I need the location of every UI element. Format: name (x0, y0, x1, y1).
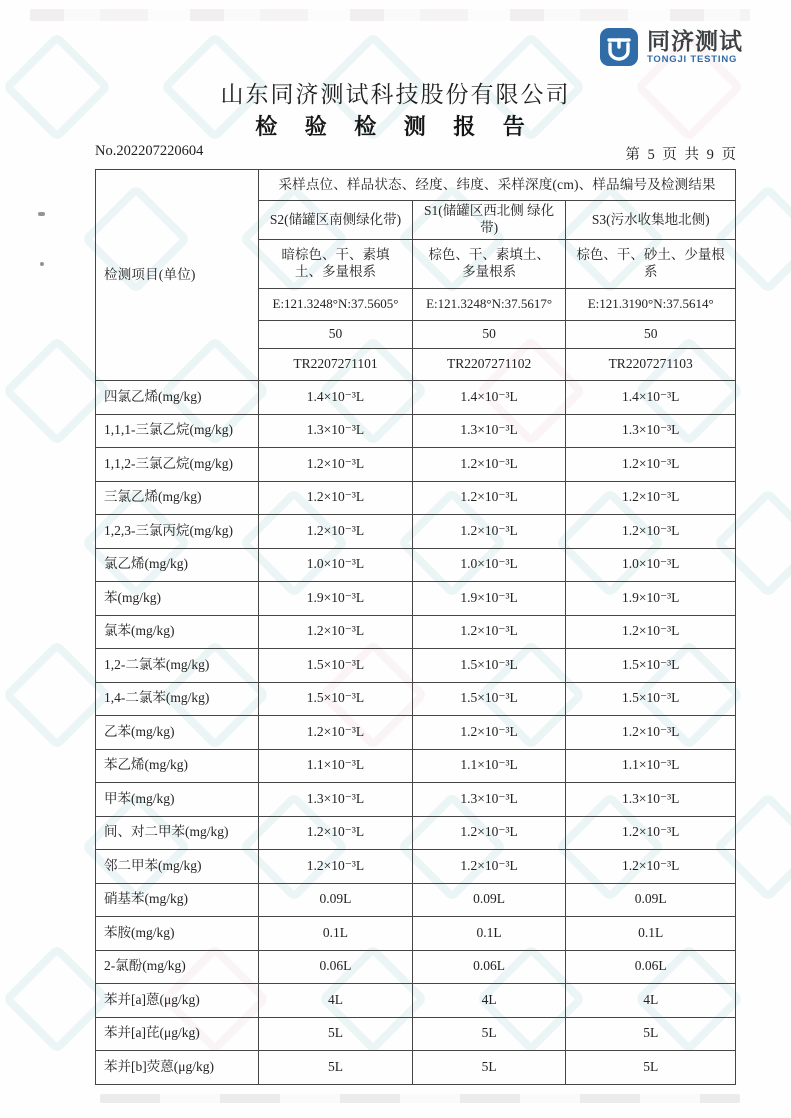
result-value: 1.2×10⁻³L (259, 615, 413, 649)
result-value: 4L (566, 984, 736, 1018)
analyte-label: 乙苯(mg/kg) (96, 716, 259, 750)
table-row (96, 883, 736, 917)
result-value: 1.2×10⁻³L (259, 716, 413, 750)
results-table (95, 169, 736, 1085)
result-value: 1.2×10⁻³L (566, 816, 736, 850)
analyte-label: 苯并[a]蒽(μg/kg) (96, 984, 259, 1018)
table-row (96, 850, 736, 884)
result-value: 1.2×10⁻³L (259, 481, 413, 515)
sample-id: TR2207271103 (566, 349, 736, 381)
site-s3: S3(污水收集地北侧) (566, 201, 736, 240)
result-value: 1.5×10⁻³L (566, 682, 736, 716)
result-value: 0.1L (259, 917, 413, 951)
table-row (96, 984, 736, 1018)
analyte-label: 苯并[b]荧蒽(μg/kg) (96, 1051, 259, 1085)
analyte-label: 1,2,3-三氯丙烷(mg/kg) (96, 515, 259, 549)
scan-speck (40, 262, 44, 266)
report-title: 检 验 检 测 报 告 (255, 114, 536, 139)
table-row (96, 381, 736, 415)
report-meta (95, 143, 738, 164)
analyte-label: 苯并[a]芘(μg/kg) (96, 1017, 259, 1051)
result-value: 4L (259, 984, 413, 1018)
analyte-label: 硝基苯(mg/kg) (96, 883, 259, 917)
result-value: 1.2×10⁻³L (412, 716, 566, 750)
result-value: 0.06L (259, 950, 413, 984)
table-row (96, 1051, 736, 1085)
analyte-label: 苯胺(mg/kg) (96, 917, 259, 951)
scan-speck (38, 212, 45, 216)
sampling-depth: 50 (412, 321, 566, 349)
table-row (96, 548, 736, 582)
result-value: 1.2×10⁻³L (566, 615, 736, 649)
result-value: 1.9×10⁻³L (259, 582, 413, 616)
table-row (96, 950, 736, 984)
result-value: 1.1×10⁻³L (566, 749, 736, 783)
analyte-label: 1,1,1-三氯乙烷(mg/kg) (96, 414, 259, 448)
result-value: 5L (412, 1051, 566, 1085)
result-value: 1.3×10⁻³L (259, 783, 413, 817)
sample-id: TR2207271101 (259, 349, 413, 381)
page-number: 第 5 页 共 9 页 (625, 147, 738, 163)
company-logo (599, 27, 743, 67)
span-header: 采样点位、样品状态、经度、纬度、采样深度(cm)、样品编号及检测结果 (259, 170, 736, 201)
analyte-label: 四氯乙烯(mg/kg) (96, 381, 259, 415)
result-value: 1.5×10⁻³L (566, 649, 736, 683)
result-value: 0.09L (259, 883, 413, 917)
result-value: 1.2×10⁻³L (412, 850, 566, 884)
result-value: 1.2×10⁻³L (566, 716, 736, 750)
result-value: 1.2×10⁻³L (566, 515, 736, 549)
table-row (96, 448, 736, 482)
analyte-label: 苯(mg/kg) (96, 582, 259, 616)
analyte-label: 1,2-二氯苯(mg/kg) (96, 649, 259, 683)
table-row (96, 515, 736, 549)
result-value: 1.0×10⁻³L (412, 548, 566, 582)
coordinates: E:121.3248°N:37.5617° (412, 289, 566, 321)
result-value: 1.2×10⁻³L (566, 481, 736, 515)
result-value: 1.0×10⁻³L (259, 548, 413, 582)
result-value: 1.0×10⁻³L (566, 548, 736, 582)
table-row (96, 615, 736, 649)
result-value: 1.2×10⁻³L (259, 515, 413, 549)
result-value: 1.9×10⁻³L (412, 582, 566, 616)
site-s1: S1(储罐区西北侧 绿化带) (412, 201, 566, 240)
result-value: 4L (412, 984, 566, 1018)
sampling-depth: 50 (566, 321, 736, 349)
result-value: 1.4×10⁻³L (259, 381, 413, 415)
results-body (96, 381, 736, 1085)
result-value: 0.06L (412, 950, 566, 984)
analyte-label: 氯苯(mg/kg) (96, 615, 259, 649)
result-value: 1.9×10⁻³L (566, 582, 736, 616)
coordinates: E:121.3248°N:37.5605° (259, 289, 413, 321)
result-value: 0.1L (566, 917, 736, 951)
result-value: 1.2×10⁻³L (259, 850, 413, 884)
sample-id: TR2207271102 (412, 349, 566, 381)
analyte-label: 三氯乙烯(mg/kg) (96, 481, 259, 515)
result-value: 1.2×10⁻³L (566, 850, 736, 884)
analyte-label: 1,1,2-三氯乙烷(mg/kg) (96, 448, 259, 482)
result-value: 1.2×10⁻³L (412, 816, 566, 850)
analyte-label: 苯乙烯(mg/kg) (96, 749, 259, 783)
table-row (96, 582, 736, 616)
result-value: 1.5×10⁻³L (412, 682, 566, 716)
result-value: 1.2×10⁻³L (412, 481, 566, 515)
logo-text-en: TONGJI TESTING (647, 54, 738, 66)
result-value: 1.1×10⁻³L (412, 749, 566, 783)
table-row (96, 682, 736, 716)
analyte-label: 邻二甲苯(mg/kg) (96, 850, 259, 884)
result-value: 0.09L (566, 883, 736, 917)
result-value: 1.3×10⁻³L (412, 783, 566, 817)
result-value: 5L (259, 1051, 413, 1085)
result-value: 1.5×10⁻³L (259, 649, 413, 683)
result-value: 1.5×10⁻³L (412, 649, 566, 683)
table-row (96, 649, 736, 683)
sampling-depth: 50 (259, 321, 413, 349)
result-value: 1.3×10⁻³L (259, 414, 413, 448)
company-name: 山东同济测试科技股份有限公司 (220, 82, 571, 107)
table-row (96, 414, 736, 448)
result-value: 1.3×10⁻³L (566, 414, 736, 448)
table-row (96, 749, 736, 783)
scan-artifact-top (30, 9, 750, 21)
scan-artifact-bottom (100, 1094, 740, 1103)
table-span-header-row (96, 170, 736, 201)
result-value: 1.4×10⁻³L (412, 381, 566, 415)
result-value: 1.1×10⁻³L (259, 749, 413, 783)
result-value: 1.2×10⁻³L (412, 448, 566, 482)
result-value: 5L (566, 1017, 736, 1051)
table-row (96, 481, 736, 515)
analyte-label: 1,4-二氯苯(mg/kg) (96, 682, 259, 716)
item-column-header: 检测项目(单位) (96, 170, 259, 381)
analyte-label: 间、对二甲苯(mg/kg) (96, 816, 259, 850)
result-value: 0.1L (412, 917, 566, 951)
analyte-label: 甲苯(mg/kg) (96, 783, 259, 817)
site-s2: S2(储罐区南侧绿化带) (259, 201, 413, 240)
sample-state: 棕色、干、素填土、多量根系 (412, 240, 566, 289)
table-row (96, 816, 736, 850)
coordinates: E:121.3190°N:37.5614° (566, 289, 736, 321)
analyte-label: 氯乙烯(mg/kg) (96, 548, 259, 582)
result-value: 1.2×10⁻³L (566, 448, 736, 482)
result-value: 5L (566, 1051, 736, 1085)
result-value: 1.5×10⁻³L (259, 682, 413, 716)
tongji-logo-icon (599, 27, 639, 67)
table-row (96, 1017, 736, 1051)
analyte-label: 2-氯酚(mg/kg) (96, 950, 259, 984)
result-value: 1.4×10⁻³L (566, 381, 736, 415)
result-value: 5L (259, 1017, 413, 1051)
result-value: 1.2×10⁻³L (259, 816, 413, 850)
result-value: 1.3×10⁻³L (566, 783, 736, 817)
result-value: 1.3×10⁻³L (412, 414, 566, 448)
table-row (96, 716, 736, 750)
sample-state: 暗棕色、干、素填土、多量根系 (259, 240, 413, 289)
result-value: 1.2×10⁻³L (412, 515, 566, 549)
result-value: 1.2×10⁻³L (412, 615, 566, 649)
result-value: 0.06L (566, 950, 736, 984)
logo-text-cn: 同济测试 (647, 27, 743, 54)
result-value: 0.09L (412, 883, 566, 917)
result-value: 5L (412, 1017, 566, 1051)
sample-state: 棕色、干、砂土、少量根系 (566, 240, 736, 289)
result-value: 1.2×10⁻³L (259, 448, 413, 482)
table-row (96, 783, 736, 817)
table-row (96, 917, 736, 951)
report-number: No.202207220604 (95, 143, 204, 159)
